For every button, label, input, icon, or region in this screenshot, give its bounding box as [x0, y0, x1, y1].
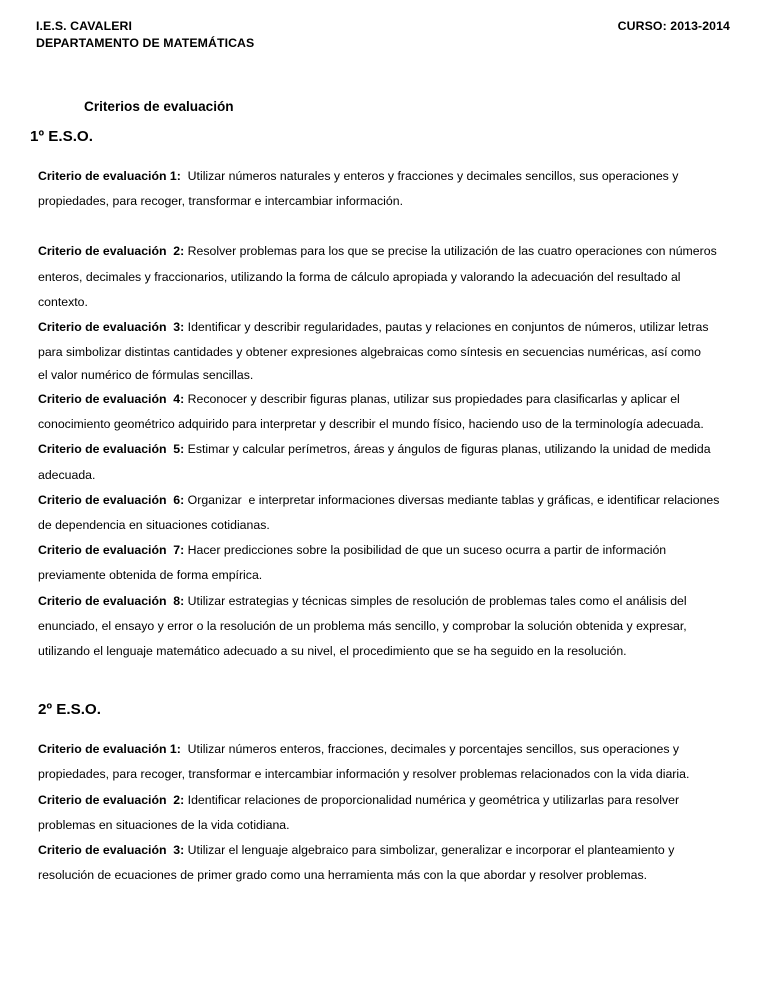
criterion-item [38, 239, 728, 315]
spacer [38, 722, 728, 737]
criterion-label: Criterio de evaluación 3: [38, 320, 185, 335]
institution-name: I.E.S. CAVALERI [36, 19, 133, 33]
criterion-label: Criterio de evaluación 7: [38, 543, 185, 558]
criterion-item [38, 488, 728, 538]
document-header [36, 18, 730, 52]
spacer [38, 149, 728, 164]
department-name: DEPARTAMENTO DE MATEMÁTICAS [36, 36, 255, 50]
criterion-label: Criterio de evaluación 2: [38, 244, 185, 259]
document-body [0, 96, 768, 888]
criterion-item [38, 437, 728, 487]
criterion-text: Identificar y describir regularidades, pautas y relaciones en conjuntos de números, utilizar letras para simbolizar distintas cantidades y obtener expresiones algebraicas como síntesis en secuencias numéricas, así como [38, 320, 712, 360]
criterion-item [38, 387, 728, 437]
criterion-label: Criterio de evaluación 2: [38, 792, 185, 807]
paragraph-gap [38, 214, 728, 239]
section-gap [0, 664, 768, 698]
criterion-label: Criterio de evaluación 5: [38, 442, 185, 457]
section-heading-1eso: 1º E.S.O. [30, 128, 93, 145]
criterion-text: Utilizar números enteros, fracciones, decimales y porcentajes sencillos, sus operaciones y propiedades, para recoger, transformar e intercambiar información y resolver problemas relacionados con la vida diaria. [38, 742, 690, 782]
criterion-text: Organizar e interpretar informaciones diversas mediante tablas y gráficas, e identificar relaciones de dependencia en situaciones cotidianas. [38, 492, 723, 532]
criterion-item [38, 589, 728, 665]
criteria-list-2eso [38, 722, 728, 888]
criterion-label: Criterio de evaluación 1: [38, 742, 181, 757]
criterion-label: Criterio de evaluación 3: [38, 842, 185, 857]
criterion-label: Criterio de evaluación 6: [38, 492, 185, 507]
criterion-item [38, 164, 728, 214]
course-year: CURSO: 2013-2014 [617, 19, 730, 33]
criterion-text-line2: el valor numérico de fórmulas sencillas. [38, 368, 254, 383]
criterion-item [38, 788, 728, 838]
criterion-text: Estimar y calcular perímetros, áreas y ángulos de figuras planas, utilizando la unidad de medida adecuada. [38, 442, 714, 482]
criterion-label: Criterio de evaluación 4: [38, 391, 185, 406]
criterion-item [38, 538, 728, 588]
criterion-text: Resolver problemas para los que se precise la utilización de las cuatro operaciones con números enteros, decimales y fraccionarios, utilizando la forma de cálculo apropiada y valorando la adecuación del resultado al contexto. [38, 244, 721, 309]
criterion-label: Criterio de evaluación 8: [38, 593, 185, 608]
criterion-text: Utilizar estrategias y técnicas simples de resolución de problemas tales como el análisis del enunciado, el ensayo y error o la resolución de un problema más sencillo, y comprobar la solución obtenida y expresar, utilizando el lenguaje matemático adecuado a su nivel, el procedimiento que se ha seguido en la resolución. [38, 593, 691, 658]
criterion-label: Criterio de evaluación 1: [38, 169, 181, 183]
header-institution-block [36, 18, 254, 52]
criterion-text: Identificar relaciones de proporcionalidad numérica y geométrica y utilizarlas para resolver problemas en situaciones de la vida cotidiana. [38, 792, 683, 832]
page-title: Criterios de evaluación [84, 99, 234, 114]
criterion-text: Hacer predicciones sobre la posibilidad de que un suceso ocurra a partir de información previamente obtenida de forma empírica. [38, 543, 670, 583]
criterion-item [38, 315, 728, 387]
criterion-text: Reconocer y describir figuras planas, utilizar sus propiedades para clasificarlas y aplicar el conocimiento geométrico adquirido para interpretar y describir el mundo físico, haciendo uso de la terminología adecuada. [38, 391, 704, 432]
criterion-item [38, 737, 728, 787]
criterion-text: Utilizar el lenguaje algebraico para simbolizar, generalizar e incorporar el planteamiento y resolución de ecuaciones de primer grado como una herramienta más con la que abordar y resolver problemas. [38, 842, 678, 883]
criterion-item [38, 838, 728, 888]
criterion-text: Utilizar números naturales y enteros y fracciones y decimales sencillos, sus operaciones y propiedades, para recoger, transformar e intercambiar información. [38, 169, 682, 209]
section-heading-2eso: 2º E.S.O. [38, 701, 101, 719]
criteria-list-1eso [38, 149, 728, 664]
